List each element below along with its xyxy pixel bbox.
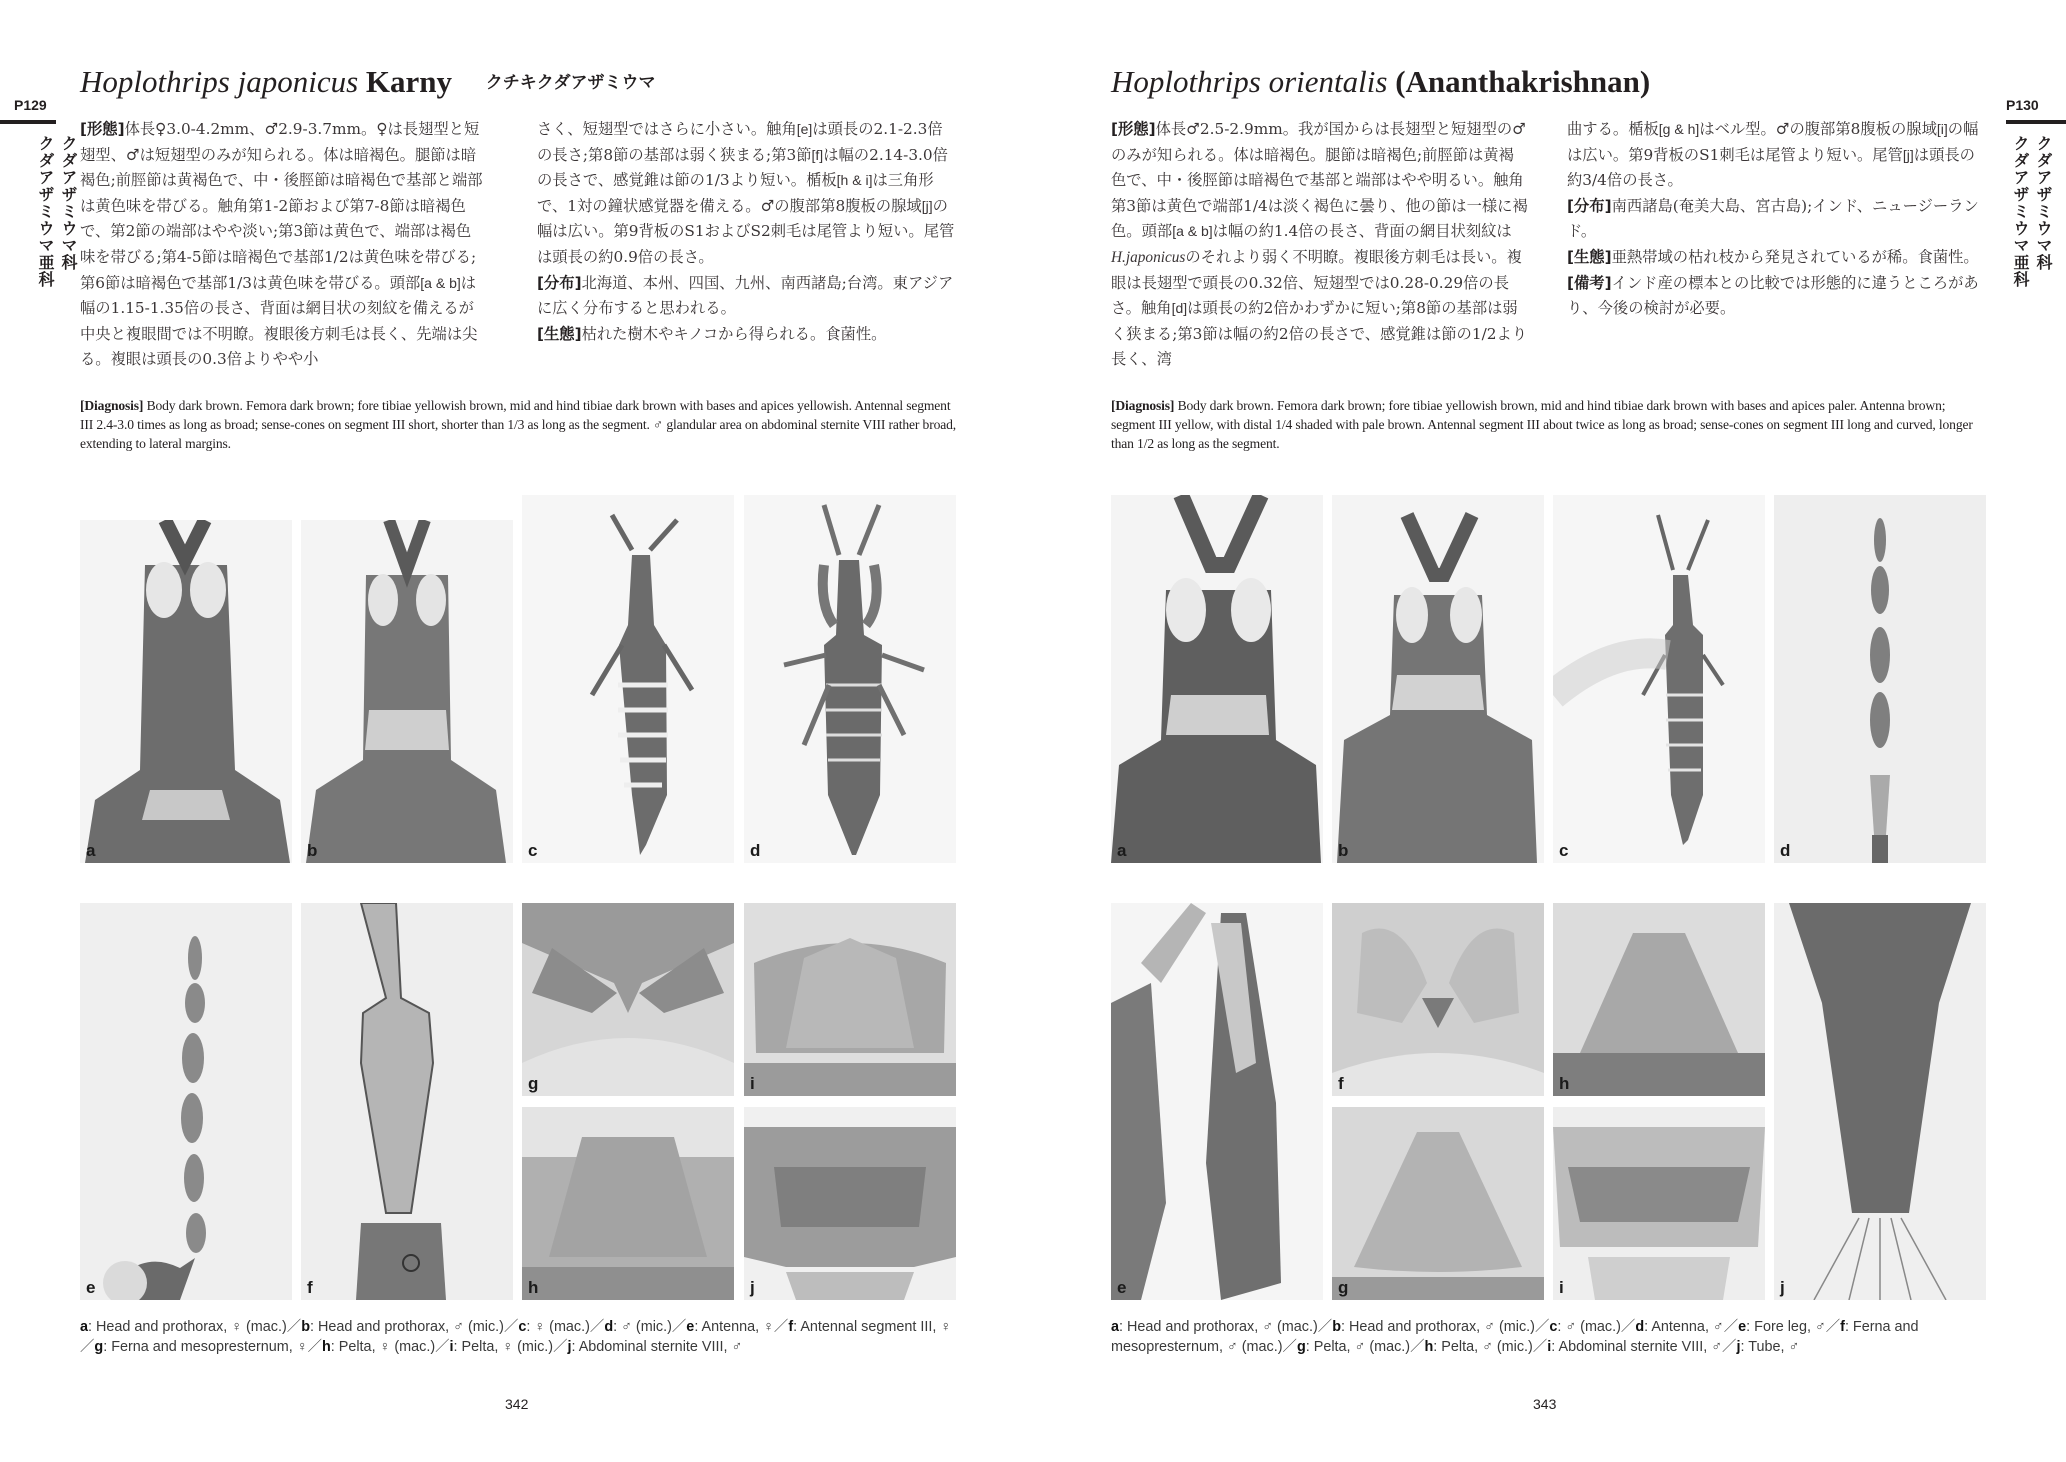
figure-i bbox=[744, 903, 956, 1096]
page-tag-bar bbox=[2006, 120, 2066, 124]
species-author: (Ananthakrishnan) bbox=[1395, 64, 1651, 99]
page-tag: P129 bbox=[14, 97, 47, 113]
page-tag-bar bbox=[0, 120, 56, 124]
figure-g bbox=[1332, 1107, 1544, 1300]
figure-c bbox=[522, 495, 734, 863]
figure-label: i bbox=[750, 1074, 755, 1093]
figure-j bbox=[1774, 903, 1986, 1300]
diagnosis-label: [Diagnosis] bbox=[1111, 398, 1175, 413]
figure-e bbox=[80, 903, 292, 1300]
diagnosis: [Diagnosis] Body dark brown. Femora dark brown; fore tibiae yellowish brown, mid and hind tibiae dark brown with bases and apices yellowish. Antennal segment III 2.4-3.0 times as long as broad; sense-cones on segment III short, shorter than 1/3 as long as the segment. ♂ glandular area on abdominal sternite VIII rather broad, extending to lateral margins. bbox=[80, 398, 957, 451]
figure-i bbox=[1553, 1107, 1765, 1300]
figure-label: c bbox=[1559, 841, 1569, 860]
page-tag: P130 bbox=[2006, 97, 2039, 113]
figure-a bbox=[1111, 495, 1323, 863]
figure-label: b bbox=[307, 841, 318, 860]
figure-h bbox=[522, 1107, 734, 1300]
figure-label: i bbox=[1559, 1278, 1564, 1297]
figure-label: h bbox=[1559, 1074, 1570, 1093]
japanese-name: クチキクダアザミウマ bbox=[485, 73, 656, 93]
page-number: 342 bbox=[505, 1396, 529, 1412]
figure-label: e bbox=[1117, 1278, 1127, 1297]
figure-f bbox=[301, 903, 513, 1300]
figure-d bbox=[1774, 495, 1986, 863]
figure-label: j bbox=[750, 1278, 755, 1297]
side-tab-family: クダアザミウマ科 bbox=[59, 135, 78, 271]
side-tab bbox=[2009, 135, 2055, 288]
figure-label: b bbox=[1338, 841, 1349, 860]
page-number: 343 bbox=[1533, 1396, 1557, 1412]
figure-label: d bbox=[1780, 841, 1791, 860]
morphology-column-2: さく、短翅型ではさらに小さい。触角[e]は頭長の2.1-2.3倍の長さ;第8節の基部は弱く狭まる;第3節[f]は幅の2.14-3.0倍の長さで、感覚錐は節の1/3より短い。楯板[h & i]は三角形で、1対の鐘状感覚器を備える。♂の腹部第8腹板の腺域[j]の幅は広い。第9背板のS1およびS2刺毛は尾管より短い。尾管は頭長の約0.9倍の長さ。 [分布]北海道、本州、四国、九州、南西諸島;台湾。東アジアに広く分布すると思われる。 [生態]枯れた樹木やキノコから得られる。食菌性。 bbox=[537, 117, 955, 347]
figure-label: e bbox=[86, 1278, 96, 1297]
figure-b bbox=[301, 520, 513, 863]
ecology: [生態]枯れた樹木やキノコから得られる。食菌性。 bbox=[537, 324, 887, 343]
distribution: [分布]南西諸島(奄美大島、宮古島);インド、ニュージーランド。 bbox=[1567, 196, 1979, 241]
figure-label: h bbox=[528, 1278, 539, 1297]
figure-e bbox=[1111, 903, 1323, 1300]
remarks: [備考]インド産の標本との比較では形態的に違うところがあり、今後の検討が必要。 bbox=[1567, 273, 1979, 318]
figure-captions: a: Head and prothorax, ♀ (mac.)／b: Head and prothorax, ♂ (mic.)／c: ♀ (mac.)／d: ♂ (mic.)／e: Antenna, ♀／f: Antennal segment III, ♀／g: Ferna and mesopresternum, ♀／h: Pelta, ♀ (mac.)／i: Pelta, ♀ (mic.)／j: Abdominal sternite VIII, ♂ bbox=[80, 1319, 952, 1355]
figure-label: j bbox=[1780, 1278, 1785, 1297]
figure-g bbox=[522, 903, 734, 1096]
morphology-column-1: [形態]体長♀3.0-4.2mm、♂2.9-3.7mm。♀は長翅型と短翅型、♂は短翅型のみが知られる。体は暗褐色。腿節は暗褐色;前脛節は黄褐色で、中・後脛節は暗褐色で基部と端部は黄色味を帯びる。触角第1-2節および第7-8節は暗褐色で、第2節の端部はやや淡い;第3節は黄色で、端部は褐色味を帯びる;第4-5節は暗褐色で基部1/2は黄色味を帯びる;第6節は暗褐色で基部1/3は黄色味を帯びる。頭部[a & b]は幅の1.15-1.35倍の長さ、背面は網目状の刻紋を備えるが中央と複眼間では不明瞭。複眼後方刺毛は長く、先端は尖る。複眼は頭長の0.3倍よりやや小 bbox=[80, 120, 483, 369]
diagnosis: [Diagnosis] Body dark brown. Femora dark brown; fore tibiae yellowish brown, mid and hind tibiae dark brown with bases and apices paler. Antenna brown; segment III yellow, with distal 1/4 shaded with pale brown. Antennal segment III about twice as long as broad; sense-cones on segment III long and curved, longer than 1/2 as long as the segment. bbox=[1111, 398, 1973, 451]
diagnosis-label: [Diagnosis] bbox=[80, 398, 144, 413]
species-name: Hoplothrips japonicus bbox=[80, 64, 359, 99]
morphology-label: [形態] bbox=[1111, 120, 1156, 138]
figure-label: g bbox=[1338, 1278, 1349, 1297]
figure-d bbox=[744, 495, 956, 863]
figure-f bbox=[1332, 903, 1544, 1096]
ecology: [生態]亜熱帯域の枯れ枝から発見されているが稀。食菌性。 bbox=[1567, 247, 1979, 266]
side-tab bbox=[34, 135, 80, 288]
figure-c bbox=[1553, 495, 1765, 863]
distribution: [分布]北海道、本州、四国、九州、南西諸島;台湾。東アジアに広く分布すると思われる。 bbox=[537, 273, 954, 318]
figure-captions: a: Head and prothorax, ♂ (mac.)／b: Head and prothorax, ♂ (mic.)／c: ♂ (mac.)／d: Antenna, ♂／e: Fore leg, ♂／f: Ferna and mesopresternum, ♂ (mac.)／g: Pelta, ♂ (mac.)／h: Pelta, ♂ (mic.)／i: Abdominal sternite VIII, ♂／j: Tube, ♂ bbox=[1111, 1319, 1919, 1355]
figure-label: g bbox=[528, 1074, 539, 1093]
figure-label: c bbox=[528, 841, 538, 860]
right-page bbox=[1033, 0, 2066, 1462]
species-title bbox=[1111, 64, 1650, 100]
side-tab-subfamily: クダアザミウマ亜科 bbox=[36, 135, 55, 288]
figure-label: a bbox=[1117, 841, 1127, 860]
species-title bbox=[80, 64, 655, 100]
figure-j bbox=[744, 1107, 956, 1300]
morphology-column-2: 曲する。楯板[g & h]はベル型。♂の腹部第8腹板の腺域[i]の幅は広い。第9背板のS1刺毛は尾管より短い。尾管[j]は頭長の約3/4倍の長さ。 [分布]南西諸島(奄美大島、宮古島);インド、ニュージーランド。 [生態]亜熱帯域の枯れ枝から発見されているが稀。食菌性。 [備考]インド産の標本との比較では形態的に違うところがあり、今後の検討が必要。 bbox=[1567, 117, 1985, 322]
figure-h bbox=[1553, 903, 1765, 1096]
figure-b bbox=[1332, 495, 1544, 863]
figure-a bbox=[80, 520, 292, 863]
side-tab-family: クダアザミウマ科 bbox=[2034, 135, 2053, 271]
morphology-label: [形態] bbox=[80, 120, 125, 138]
figure-ref: [a & b] bbox=[420, 274, 461, 291]
morphology-column-1: [形態]体長♂2.5-2.9mm。我が国からは長翅型と短翅型の♂のみが知られる。体は暗褐色。腿節は暗褐色;前脛節は黄褐色で、中・後脛節は暗褐色で基部と端部はやや明るい。触角第3節は黄色で端部1/4は淡く褐色に曇り、他の節は一様に褐色。頭部[a & b]は幅の約1.4倍の長さ、背面の網目状刻紋はH.japonicusのそれより弱く不明瞭。複眼後方刺毛は長い。複眼は長翅型で頭長の0.32倍、短翅型では0.28-0.29倍の長さ。触角[d]は頭長の約2倍かわずかに短い;第8節の基部は弱く狭まる;第3節は幅の約2倍の長さで、感覚錐は節の1/2より長く、湾 bbox=[1111, 120, 1528, 369]
species-name: Hoplothrips orientalis bbox=[1111, 64, 1388, 99]
side-tab-subfamily: クダアザミウマ亜科 bbox=[2011, 135, 2030, 288]
figure-label: d bbox=[750, 841, 761, 860]
figure-label: a bbox=[86, 841, 96, 860]
species-author: Karny bbox=[365, 64, 453, 99]
figure-label: f bbox=[307, 1278, 313, 1297]
figure-label: f bbox=[1338, 1074, 1344, 1093]
